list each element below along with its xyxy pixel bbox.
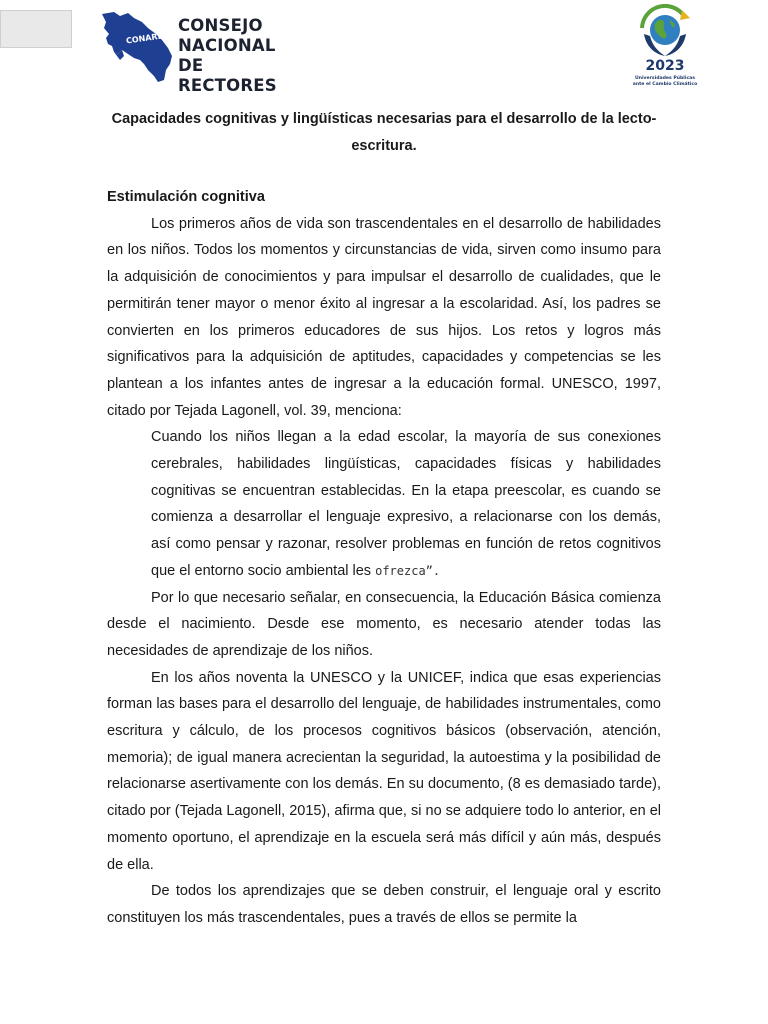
conare-logo [100, 10, 300, 95]
conare-name-line-2: NACIONAL [178, 36, 276, 55]
paragraph: De todos los aprendizajes que se deben construir, el lenguaje oral y escrito constituyen los más trascendentales, pues a través de ellos se permite la [107, 883, 661, 926]
document-body [107, 184, 661, 932]
logo-caption [630, 76, 700, 87]
logo-badge-text: CONARE [125, 31, 164, 46]
conare-name [178, 16, 300, 96]
climate-2023-logo [630, 4, 700, 94]
gray-placeholder-box [0, 10, 72, 48]
paragraph: Por lo que necesario señalar, en consecuencia, la Educación Básica comienza desde el nacimiento. Desde ese momento, es necesario atender todas las necesidades de aprendizaje de los niños. [107, 589, 661, 659]
globe-hands-icon [630, 4, 700, 60]
paragraph: En los años noventa la UNESCO y la UNICEF, indica que esas experiencias forman las bases para el desarrollo del lenguaje, de habilidades instrumentales, como escritura y cálculo, de los procesos cognitivos básicos (observación, atención, memoria); de igual manera acrecientan la seguridad, la autoestima y la posibilidad de relacionarse asertivamente con los demás. En su documento, (8 es demasiado tarde), citado por (Tejada Lagonell, 2015), afirma que, si no se adquiere todo lo anterior, en el momento oportuno, el aprendizaje en la escuela será más difícil y aún más, después de ella. [107, 669, 661, 873]
quote-text: Cuando los niños llegan a la edad escolar, la mayoría de sus conexiones cerebrales, habilidades lingüísticas, capacidades físicas y habilidades cognitivas se encuentran establecidas. En la etapa preescolar, es cuando se comienza a desarrollar el lenguaje expresivo, a relacionarse con los demás, así como pensar y razonar, resolver problemas en función de retos cognitivos que el entorno socio ambiental les [151, 429, 661, 579]
logo-year: 2023 [645, 58, 685, 74]
logo-caption-line-2: ante el Cambio Climático [632, 81, 698, 87]
block-quote [107, 424, 661, 584]
conare-name-line-3: DE RECTORES [178, 56, 277, 95]
logo-caption-line-1: Universidades Públicas [634, 76, 696, 81]
costa-rica-map-icon [100, 10, 176, 86]
quote-end: ofrezca”. [375, 563, 441, 578]
document-title: Capacidades cognitivas y lingüísticas necesarias para el desarrollo de la lecto-escritura. [111, 111, 657, 154]
section-heading: Estimulación cognitiva [107, 189, 265, 205]
conare-name-line-1: CONSEJO [178, 16, 263, 35]
paragraph: Los primeros años de vida son trascendentales en el desarrollo de habilidades en los niños. Todos los momentos y circunstancias de vida, sirven como insumo para la adquisición de conocimientos y para impulsar el desarrollo de cualidades, que le permitirán tener mayor o menor éxito al ingresar a la escolaridad. Así, los padres se convierten en los primeros educadores de sus hijos. Los retos y logros más significativos para la adquisición de aptitudes, capacidades y competencias se les plantean a los infantes antes de ingresar a la educación formal. UNESCO, 1997, citado por Tejada Lagonell, vol. 39, menciona: [107, 215, 661, 419]
